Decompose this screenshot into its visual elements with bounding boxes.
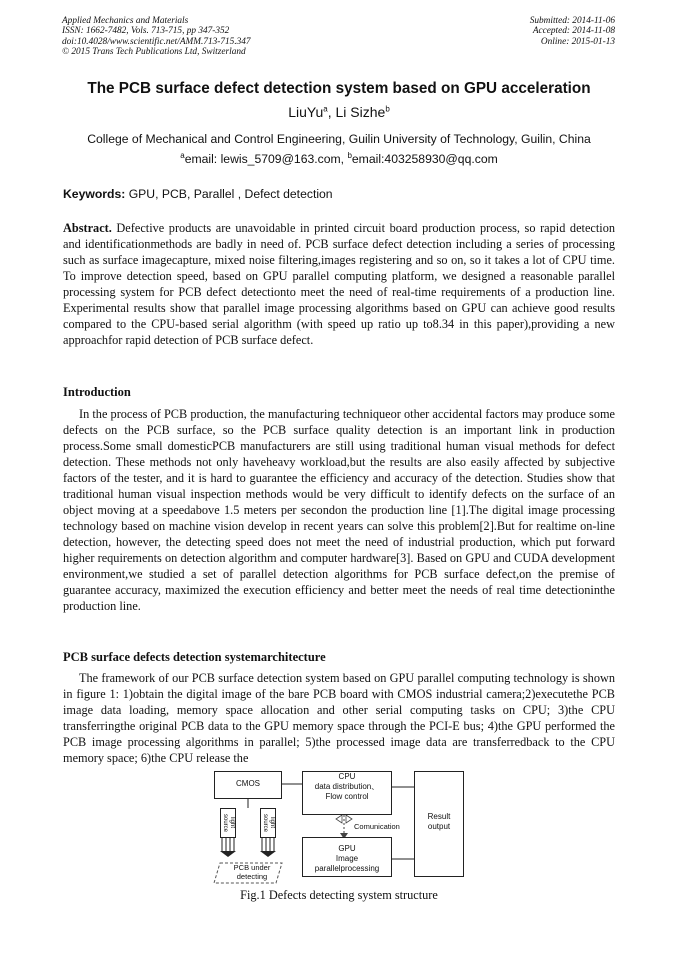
light-source-left-label: light source	[222, 813, 235, 832]
light-source-left	[220, 808, 236, 838]
email-b: email:403258930@qq.com	[351, 152, 498, 166]
comm-arrowhead-right	[346, 815, 352, 823]
beam-left-arrow	[220, 851, 236, 857]
beam-right-arrow	[260, 851, 276, 857]
figure-caption: Fig.1 Defects detecting system structure	[240, 888, 438, 902]
copyright-line: © 2015 Trans Tech Publications Ltd, Switzerland	[62, 46, 246, 57]
cpu-box	[302, 771, 392, 815]
abstract-label: Abstract.	[63, 221, 112, 235]
result-line-1: Result	[427, 812, 451, 821]
doi-line: doi:10.4028/www.scientific.net/AMM.713-715.347	[62, 36, 251, 47]
author-list	[0, 104, 678, 120]
arch-heading: PCB surface defects detection systemarchitecture	[63, 650, 326, 664]
light-source-right	[260, 808, 276, 838]
arch-section	[63, 670, 615, 766]
email-a-sup: a	[180, 150, 185, 160]
pcb-label	[222, 863, 282, 881]
intro-paragraph: In the process of PCB production, the manufacturing techniqueor other accidental factors may produce some defects on the PCB surface, so the PCB surface quality detection is an important link in production process.Some small domesticPCB manufacturers are still using traditional human visual methods for defect detection. These methods not only haveheavy workload,but the results are also easily affected by subjective factors of the tester, and it is hard to guarantee the efficiency and accuracy of the detection. Studies show that traditional human visual inspection methods would be very difficult to identify defects on the surface of an object moving at a speedabove 1.5 meters per secondon the production line [1].The digital image processing technology based on machine vision develop in recent years can solve this problem[2].But for realtime on-line detection, however, the detecting speed does not meet the need of industrial production, which put forward higher requirements on detection algorithm and computer hardware[3]. Based on GPU and CUDA development environment,we studied a set of parallel detection algorithms for PCB surface defect,on the premise of guarantee accuracy, maximized the execution efficiency and better meet the needs of real time detectioninthe production line.	[63, 407, 615, 613]
author-2: Li Sizhe	[335, 104, 386, 120]
email-a: email: lewis_5709@163.com,	[184, 152, 348, 166]
pcb-line-1: PCB under	[233, 863, 271, 872]
email-b-sup: b	[347, 150, 352, 160]
author-1-sup: a	[323, 104, 328, 114]
light-source-right-label: light source	[262, 813, 275, 832]
gpu-line-1: Image parallelprocessing	[314, 854, 380, 873]
cmos-label: CMOS	[236, 779, 260, 788]
keywords-text: GPU, PCB, Parallel , Defect detection	[125, 187, 333, 201]
gpu-box	[302, 837, 392, 877]
dates-info	[530, 16, 615, 47]
comm-arrowhead-left	[336, 815, 342, 823]
journal-name: Applied Mechanics and Materials	[62, 16, 189, 26]
submitted-date: Submitted: 2014-11-06	[529, 16, 615, 26]
email-line	[0, 152, 678, 166]
keywords-label: Keywords:	[63, 187, 126, 201]
accepted-date: Accepted: 2014-11-08	[532, 26, 615, 37]
abstract	[63, 220, 615, 348]
arch-paragraph: The framework of our PCB surface detection system based on GPU parallel computing technology is shown in figure 1: 1)obtain the digital image of the bare PCB board with CMOS industrial camera;2)executethe PCB image data loading, memory space allocation and other serial computing tasks on CPU; 3)the CPU transferringthe original PCB data to the GPU memory space through the PCI-E bus; 4)the GPU performed the PCB image processing algorithms in parallel; 5)the processed image data are transferredback to the CPU memory space; 6)the CPU release the	[63, 671, 615, 765]
result-line-2: output	[427, 822, 451, 831]
result-box	[414, 771, 464, 877]
cpu-line-1: data distribution、	[314, 782, 380, 791]
journal-info	[62, 16, 251, 57]
pcb-line-2: detecting	[236, 872, 268, 881]
intro-heading: Introduction	[63, 385, 131, 399]
affiliation: College of Mechanical and Control Engineering, Guilin University of Technology, Guilin, China	[87, 132, 591, 146]
cpu-line-2: Flow control	[325, 792, 369, 801]
paper-title: The PCB surface defect detection system based on GPU acceleration	[87, 80, 591, 97]
intro-section	[63, 406, 615, 614]
online-date: Online: 2015-01-13	[540, 36, 615, 47]
gpu-title: GPU	[338, 844, 356, 853]
system-diagram	[212, 771, 468, 889]
abstract-text: Defective products are unavoidable in printed circuit board production process, so rapid detection and identificationmethods are badly in need of. PCB surface defect detection including a series of processing such as surface imagecapture, mixed noise filtering,images registering and so on, so it takes a lot of CPU time. To improve detection speed, based on GPU parallel computing platform, we designed a reasonable parallel processing system for PCB defect detectionto meet the need of real-time requirements of a production line. Experimental results show that parallel image processing algorithms based on GPU can achieve good results compared to the CPU-based serial algorithm (with speed up ratio up to8.34 in this paper),providing a new approachfor rapid detection of PCB surface defect.	[63, 221, 615, 347]
issn-line: ISSN: 1662-7482, Vols. 713-715, pp 347-352	[62, 26, 230, 37]
author-1: LiuYu	[288, 104, 324, 120]
author-2-sup: b	[385, 104, 390, 114]
cpu-title: CPU	[338, 772, 356, 781]
keywords	[63, 187, 333, 201]
cmos-box	[214, 771, 282, 799]
author-separator: ,	[327, 104, 336, 120]
comm-label: Comunication	[354, 822, 400, 831]
